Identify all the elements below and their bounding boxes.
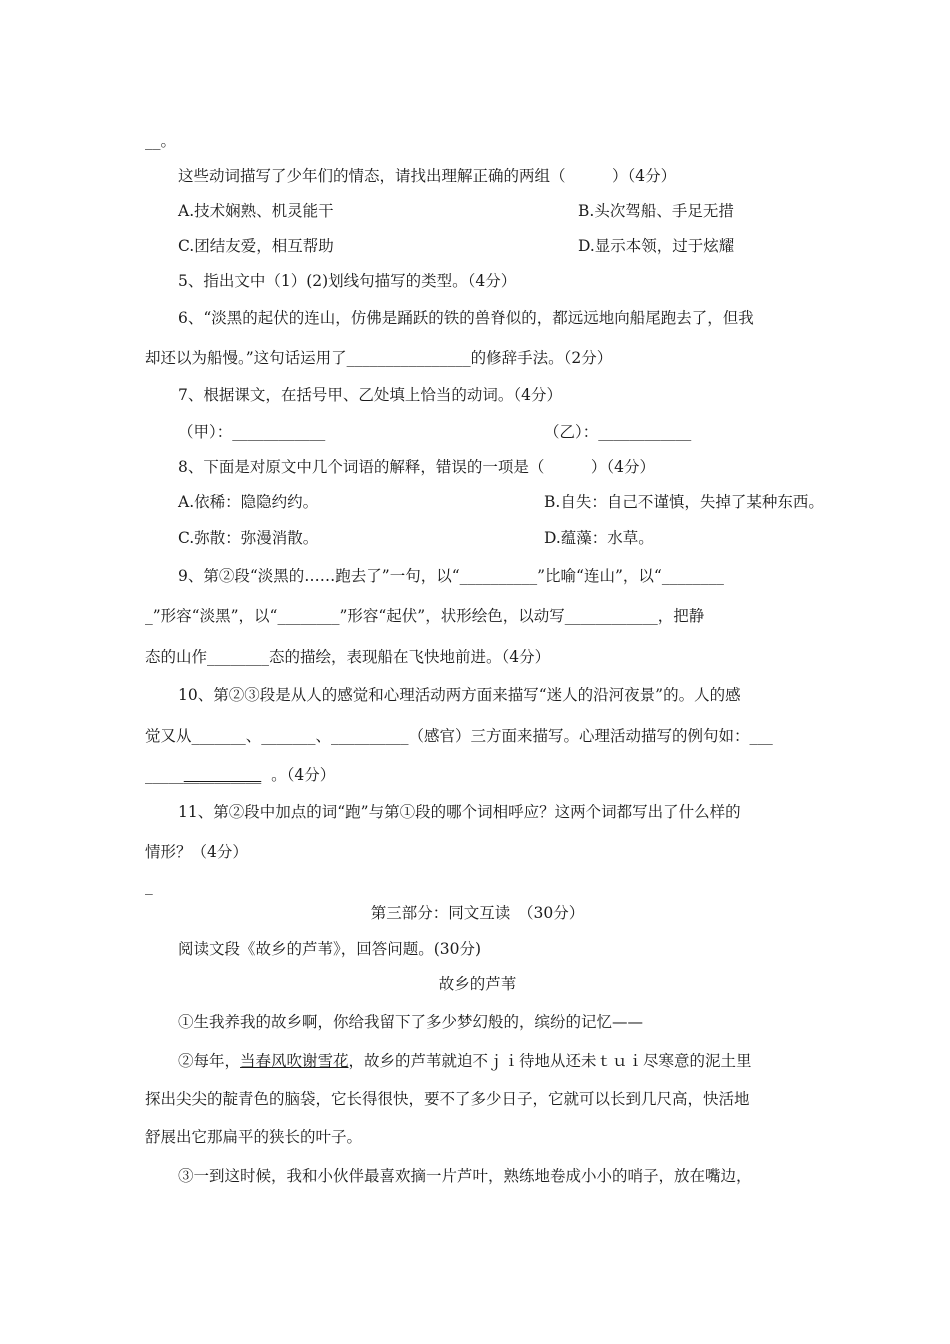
question-7-blanks: [178, 422, 810, 442]
passage-paragraph-3-line-1: ③一到这时候，我和小伙伴最喜欢摘一片芦叶，熟练地卷成小小的哨子，放在嘴边，: [178, 1167, 752, 1185]
blank-yi: （乙）：____________: [544, 423, 692, 441]
question-9-line-2: _”形容“淡黑”，以“________”形容“起伏”，状形绘色，以动写____________，把静: [145, 607, 705, 625]
answer-blank-tail: __。: [145, 132, 177, 150]
paragraph-2-start: ②每年，: [178, 1052, 241, 1070]
answer-blank: _____: [145, 766, 184, 784]
question-6-line-2: 却还以为船慢。”这句话运用了________________的修辞手法。（2分）: [145, 349, 613, 367]
option-c: C.团结友爱，相互帮助: [178, 237, 334, 255]
question-5: 5、指出文中（1）(2)划线句描写的类型。（4分）: [178, 272, 517, 290]
question-9-line-3: 态的山作________态的描绘，表现船在飞快地前进。（4分）: [145, 648, 551, 666]
option-a: A.技术娴熟、机灵能干: [178, 202, 334, 220]
question-4-options-row-2: [178, 236, 810, 256]
passage-paragraph-2-line-1: [178, 1051, 810, 1071]
question-6-line-1: 6、“淡黑的起伏的连山，仿佛是踊跃的铁的兽脊似的，都远远地向船尾跑去了，但我: [178, 309, 754, 327]
passage-paragraph-2-line-2: 探出尖尖的靛青色的脑袋，它长得很快，要不了多少日子，它就可以长到几尺高，快活地: [145, 1090, 750, 1108]
answer-blank-underlined: __________: [183, 766, 262, 784]
underlined-phrase: 当春风吹谢雪花: [240, 1052, 349, 1070]
question-8-options-row-1: [178, 492, 824, 512]
option-b: B.头次驾船、手足无措: [578, 202, 734, 220]
question-4-options-row-1: [178, 201, 810, 221]
answer-dash: _: [145, 877, 153, 895]
question-10-line-2: 觉又从_______、_______、__________（感官）三方面来描写。心理活动描写的例句如：___: [145, 727, 773, 745]
question-9-line-1: 9、第②段“淡黑的……跑去了”一句，以“__________”比喻“连山”，以“________: [178, 567, 724, 585]
passage-paragraph-2-line-3: 舒展出它那扁平的狭长的叶子。: [145, 1128, 363, 1146]
question-10-line-1: 10、第②③段是从人的感觉和心理活动两方面来描写“迷人的沿河夜景”的。人的感: [178, 686, 741, 704]
passage-title: 故乡的芦苇: [438, 975, 517, 993]
option-d: D.蕴藻：水草。: [544, 529, 654, 547]
question-10-line-3: [145, 765, 810, 785]
blank-jia: （甲）：____________: [178, 423, 326, 441]
question-8-options-row-2: [178, 528, 810, 548]
option-a: A.依稀：隐隐约约。: [178, 493, 319, 511]
question-7: 7、根据课文，在括号甲、乙处填上恰当的动词。（4分）: [178, 386, 562, 404]
paragraph-2-rest: ，故乡的芦苇就迫不ｊｉ待地从还未ｔｕｉ尽寒意的泥土里: [348, 1052, 752, 1070]
reading-instruction: 阅读文段《故乡的芦苇》，回答问题。(30分): [178, 940, 482, 958]
question-8: 8、下面是对原文中几个词语的解释，错误的一项是（ ）（4分）: [178, 458, 655, 476]
question-10-score: 。（4分）: [271, 766, 336, 784]
option-c: C.弥散：弥漫消散。: [178, 529, 319, 547]
question-11-line-1: 11、第②段中加点的词“跑”与第①段的哪个词相呼应？这两个词都写出了什么样的: [178, 803, 741, 821]
option-d: D.显示本领，过于炫耀: [578, 237, 735, 255]
passage-paragraph-1: ①生我养我的故乡啊，你给我留下了多少梦幻般的，缤纷的记忆——: [178, 1013, 644, 1031]
question-11-line-2: 情形？（4分）: [145, 843, 248, 861]
option-b: B.自失：自己不谨慎，失掉了某种东西。: [544, 493, 824, 511]
part-3-heading: 第三部分：同文互读 （30分）: [370, 904, 585, 922]
question-4-stem: 这些动词描写了少年们的情态，请找出理解正确的两组（ ）（4分）: [178, 167, 677, 185]
